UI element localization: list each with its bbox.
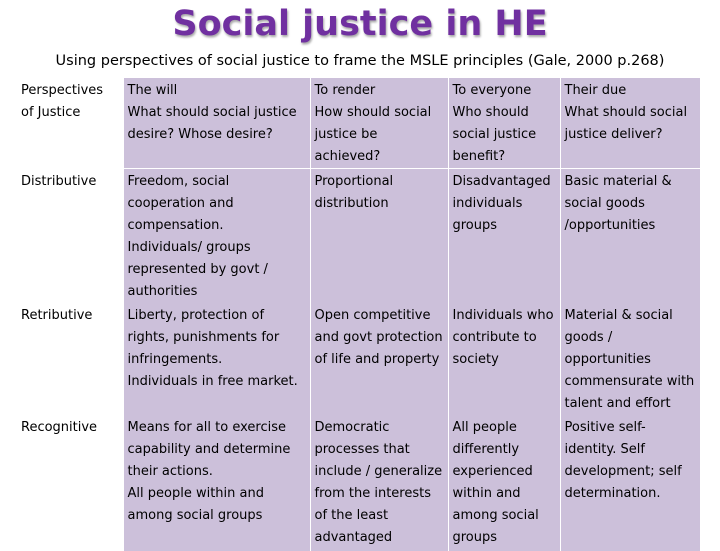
cell-due: Positive self-identity. Self development; self determination. xyxy=(560,415,700,551)
header-the-will: The will What should social justice desire? Whose desire? xyxy=(123,78,310,169)
cell-will: Liberty, protection of rights, punishments for infringements. Individuals in free market. xyxy=(123,303,310,415)
table-row-distributive xyxy=(17,169,700,304)
slide-subtitle: Using perspectives of social justice to frame the MSLE principles (Gale, 2000 p.268) xyxy=(55,53,665,69)
cell-due: Basic material & social goods /opportunities xyxy=(560,169,700,304)
header-perspectives: Perspectives of Justice xyxy=(17,78,123,169)
cell-render: Democratic processes that include / generalize from the interests of the least advantaged xyxy=(310,415,448,551)
row-label: Distributive xyxy=(21,174,97,189)
cell-will: Means for all to exercise capability and determine their actions. All people within and among social groups xyxy=(123,415,310,551)
cell-render: Open competitive and govt protection of life and property xyxy=(310,303,448,415)
table-header-row xyxy=(17,78,700,169)
table-row-retributive xyxy=(17,303,700,415)
header-their-due: Their due What should social justice deliver? xyxy=(560,78,700,169)
cell-everyone: Individuals who contribute to society xyxy=(448,303,560,415)
cell-due: Material & social goods / opportunities commensurate with talent and effort xyxy=(560,303,700,415)
table-row-recognitive xyxy=(17,415,700,551)
justice-table xyxy=(17,78,700,551)
cell-render: Proportional distribution xyxy=(310,169,448,304)
cell-will: Freedom, social cooperation and compensation. Individuals/ groups represented by govt / authorities xyxy=(123,169,310,304)
slide-title: Social justice in HE xyxy=(172,4,548,44)
cell-everyone: Disadvantaged individuals groups xyxy=(448,169,560,304)
cell-everyone: All people differently experienced within and among social groups xyxy=(448,415,560,551)
row-label: Recognitive xyxy=(21,420,98,435)
header-to-everyone: To everyone Who should social justice benefit? xyxy=(448,78,560,169)
row-label: Retributive xyxy=(21,308,93,323)
header-to-render: To render How should social justice be achieved? xyxy=(310,78,448,169)
